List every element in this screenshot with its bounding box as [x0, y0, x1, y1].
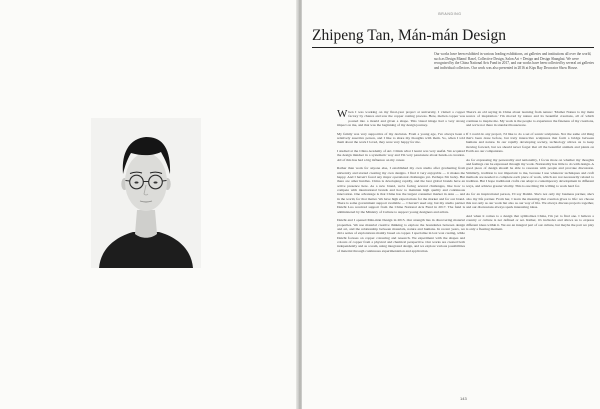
drop-cap: W	[337, 108, 348, 120]
paragraph: As for an inspirational person, I'd say Daizhi. She's not only my business partner, she's also my life partner. From her, I learn the meaning that creation gives to life: we choose this not only as our work but also as our way of life. We always discuss projects together, and our discussions always spark interesting ideas.	[466, 192, 594, 210]
paragraph: My family was very supportive of my decision. From a young age, I've always been a relatively assertive person, and I like to share my thoughts with them. So, when I told them about the work I loved, they were very happy for me.	[337, 131, 465, 145]
paragraph: As for expressing my personality and nationality, I focus more on whether my thoughts and feelings can be expressed through my work. Nationality has little to do with design. A good piece of design should be able to resonate with people and provoke discussion. Similarly, tradition is not important to me, because I use whatever techniques and craft methods are needed to complete each piece of work, which are not necessarily related to tradition. But I hope traditional crafts can adapt to contemporary development in different ways, and achieve greater vitality. This is one thing I'm willing to work hard for.	[466, 157, 594, 188]
article-intro: Our works have been exhibited in various leading exhibitions, art galleries and institutions all over the world, such as Design Miami/ Basel, Collective Design, Salon Art + Design and Design Shanghai. We were recognised by the China National Arts Fund in 2017, and our works have been collected by several art galleries and individual collectors. Our work was also presented in 2016 at Kips Bay Decorator Show House.	[434, 52, 594, 70]
title-divider	[312, 47, 594, 48]
paragraph: If I could do any project, I'd like to do a set of scenic sculptures. Not the same old thing that's been done before, but truly interactive sculptures that form a bridge between humans and nature. In our rapidly developing society, technology allows us to keep moving forward, but we should never forget that all the beautiful animals and plants on Earth are our companions.	[466, 131, 594, 154]
section-label: BRANDING	[438, 12, 462, 16]
left-page	[0, 0, 298, 409]
paragraph: And when it comes to a design that symbolises China, I'm yet to find one. I believe a country or culture is not defined or set. Rather, it's inclusive and allows us to express different ideas within it. We are an integral part of our culture, but maybe the part we play is only a fleeting moment.	[466, 214, 594, 232]
paragraph: There's an old saying in China about learning from nature: 'Mother Nature is my main source of inspiration.' I'm moved by nature and its beautiful creations, all of which continue to inspire me. My work is the people to experience the fineness of my creations, and we're not there in standard houseware.	[466, 110, 594, 128]
paragraph-body: hen I was working on my final-year project at university, I visited a copper factory by chance and saw the copper casting process. Here, molten copper was poured into a mould and given a shape. This visual image had a very strong impact on me, and that was the beginning of my design journey.	[337, 110, 465, 128]
paragraph: Rather than work for anyone else, I established my own studio after graduating from university and started creating my own designs. I find it very enjoyable — it makes me happy. And I haven't faced any major operational challenges yet. Perhaps I'm lucky. But there are other hurdles. China is developing rapidly, and the best global brands have an active presence here. As a new brand, we're facing several challenges, like how to compete with international brands and how to maintain high quality and continuous innovation. One advantage is that China has the largest consumer market in Asia — and in the world, for that matter. We have high expectations for the market and for our brand. There is some government support available — I haven't used any, but my studio partner Daizhi Luo received support from the China National Arts Fund in 2017. The fund is administered by the Ministry of Culture to support young designers and artists.	[337, 166, 465, 214]
text-column-right	[466, 110, 594, 236]
portrait-illustration	[91, 118, 201, 268]
paragraph	[337, 110, 465, 127]
page-number: 143	[460, 396, 467, 401]
portrait-photo	[91, 118, 201, 268]
text-column-left	[337, 110, 465, 257]
paragraph: Daizhi and I opened Mán-mán Design in 2015. Our strength lies in discovering material properties. We use material creative thinking to explore the boundaries between design and art, and the relationship between materials, nature and humans. In recent years, we did a series of explorations mainly based on copper. I specialise in lost wax casting, while Daizhi focuses on copper colouring and research. We experiment with the shapes and colours of copper from a physical and chemical perspective. Our works are created both independently and as a team, using integrated design, and we explore various possibilities of material through continuous experimentation and application.	[337, 218, 465, 253]
article-title: Zhipeng Tan, Mán-mán Design	[312, 27, 507, 44]
paragraph: I studied at the China Academy of Art. I think what I learnt was very useful. We acquired the design mindset in a systematic way and I'm very passionate about hands-on creation. All of this has had a big influence on my career.	[337, 149, 465, 162]
